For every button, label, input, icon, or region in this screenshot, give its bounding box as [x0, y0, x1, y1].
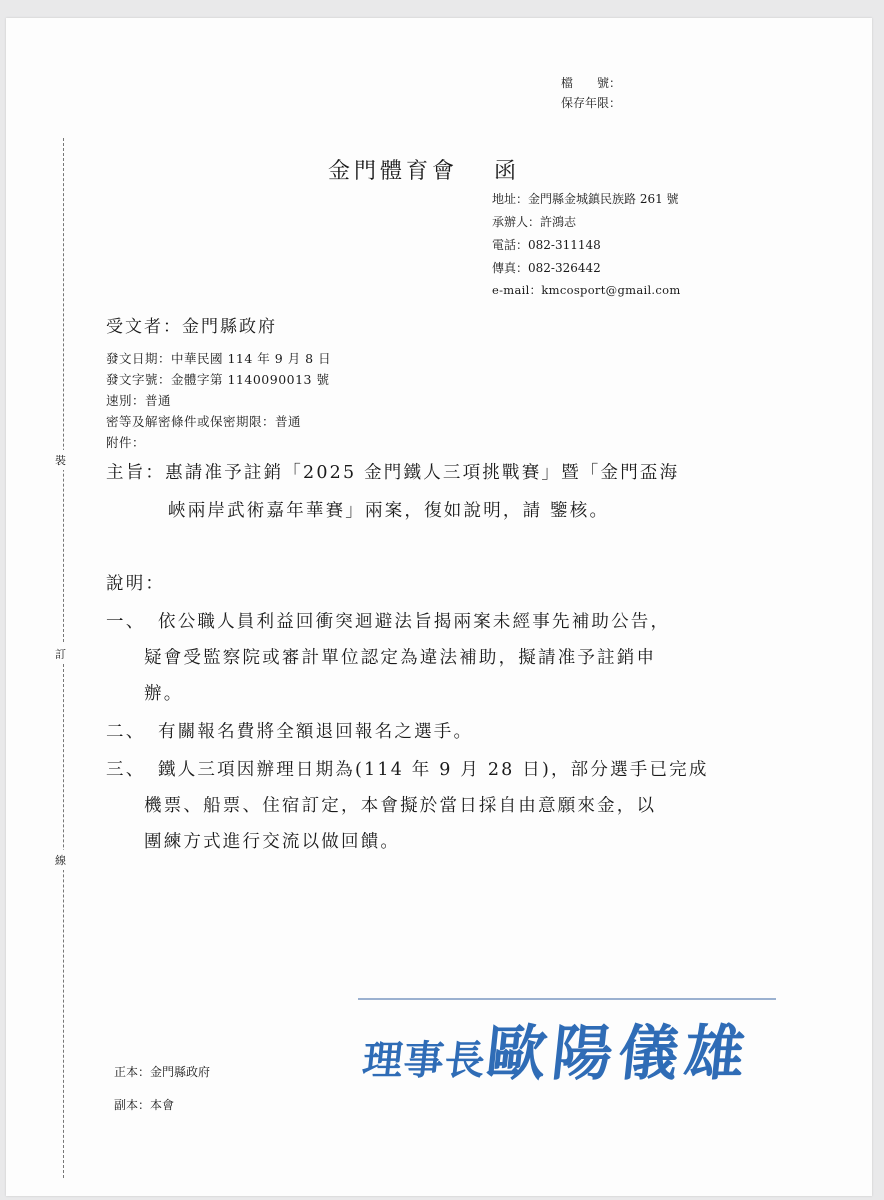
sender-address: 地址：金門縣金城鎮民族路 261 號: [492, 192, 679, 206]
document-page: [6, 18, 872, 1196]
explanation-heading: 說明：: [106, 574, 166, 594]
explanation-item-line: 辦。: [144, 684, 184, 704]
explanation-item-line: 依公職人員利益回衝突迴避法旨揭兩案未經事先補助公告，: [158, 612, 671, 632]
letter-title-org: 金門體育會: [328, 159, 459, 184]
retention-period-field: 保存年限：: [561, 96, 622, 110]
binding-mark-xian: 線: [55, 850, 66, 870]
subject-line-2: 峽兩岸武術嘉年華賽」兩案，復如說明，請 鑒核。: [168, 501, 610, 521]
sender-fax: 傳真：082-326442: [492, 261, 601, 275]
explanation-item-line: 有關報名費將全額退回報名之選手。: [158, 722, 474, 742]
binding-mark-ding: 訂: [55, 644, 66, 664]
explanation-item-number: 二、: [106, 722, 146, 742]
security-class: 密等及解密條件或保密期限：普通: [106, 414, 302, 429]
sender-phone: 電話：082-311148: [492, 238, 601, 252]
signature-title: 理事長: [360, 1038, 489, 1084]
signature-name: 歐陽儀雄: [482, 1019, 755, 1089]
explanation-item-number: 一、: [106, 612, 146, 632]
attachment: 附件：: [106, 435, 146, 450]
distribution-copy: 副本：本會: [114, 1098, 175, 1112]
document-number: 發文字號：金體字第 1140090013 號: [106, 372, 330, 387]
file-number-field: 檔 號：: [561, 76, 622, 90]
recipient: 受文者：金門縣政府: [106, 317, 277, 337]
explanation-item-line: 機票、船票、住宿訂定，本會擬於當日採自由意願來金，以: [144, 796, 657, 816]
sender-email: e-mail：kmcosport@gmail.com: [492, 283, 681, 297]
explanation-item-line: 疑會受監察院或審計單位認定為違法補助，擬請准予註銷申: [144, 648, 657, 668]
binding-mark-zhuang: 裝: [55, 450, 66, 470]
speed-class: 速別：普通: [106, 393, 172, 408]
subject-line-1: 主旨：惠請准予註銷「2025 金門鐵人三項挑戰賽」暨「金門盃海: [106, 463, 680, 483]
explanation-item-number: 三、: [106, 760, 146, 780]
letter-title-type: 函: [494, 159, 521, 184]
issue-date: 發文日期：中華民國 114 年 9 月 8 日: [106, 351, 332, 366]
signature-stamp: [358, 998, 776, 1098]
sender-handler: 承辦人：許鴻志: [492, 215, 577, 229]
distribution-original: 正本：金門縣政府: [114, 1065, 211, 1079]
explanation-item-line: 團練方式進行交流以做回饋。: [144, 832, 401, 852]
signature-stamp-text: [359, 1006, 755, 1092]
explanation-item-line: 鐵人三項因辦理日期為(114 年 9 月 28 日)，部分選手已完成: [158, 760, 709, 780]
